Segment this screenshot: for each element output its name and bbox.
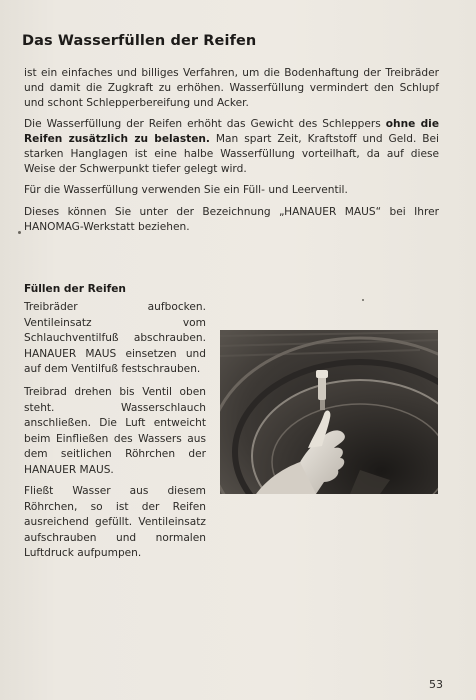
intro-paragraph-1: ist ein einfaches und billiges Verfahren, um die Bodenhaftung der Treibräder und damit die Zugkraft zu erhöhen. Wasserfüllung vermindert den Schlupf und schont Schlepperbereifung und Acker. xyxy=(24,67,439,109)
intro-paragraph-2-emphasis: ohne die Reifen zusätzlich zu belasten. xyxy=(24,118,439,145)
tire-valve-photo xyxy=(220,330,438,494)
instruction-step-1: Treibräder aufbocken. Ventileinsatz vom Schlauchventilfuß abschrauben. HANAUER MAUS einsetzen und auf dem Ventilfuß festschrauben. xyxy=(24,301,206,375)
section-title: Füllen der Reifen xyxy=(24,283,126,295)
tire-valve-illustration xyxy=(220,330,438,494)
print-speck xyxy=(362,299,364,301)
page-number: 53 xyxy=(429,678,443,691)
intro-paragraph-2 xyxy=(24,117,439,177)
instruction-step-2: Treibrad drehen bis Ventil oben steht. Wasserschlauch anschließen. Die Luft entweicht beim Einfließen des Wassers aus dem seitlichen Röhrchen der HANAUER MAUS. xyxy=(24,386,206,476)
intro-paragraph-3: Für die Wasserfüllung verwenden Sie ein Füll- und Leerventil. xyxy=(24,184,348,196)
intro-paragraph-4: Dieses können Sie unter der Bezeichnung „HANAUER MAUS“ bei Ihrer HANOMAG-Werkstatt beziehen. xyxy=(24,206,439,233)
print-speck xyxy=(18,231,21,234)
intro-paragraph-2-text-b: Man spart Zeit, Kraftstoff und Geld. Bei starken Hanglagen ist eine halbe Wasserfüllung vorteilhaft, da auf diese Weise der Schwerpunkt tiefer gelegt wird. xyxy=(24,133,439,175)
instruction-step-3: Fließt Wasser aus diesem Röhrchen, so ist der Reifen ausreichend gefüllt. Ventileinsatz aufschrauben und normalen Luftdruck aufpumpen. xyxy=(24,485,206,559)
intro-paragraph-2-text-a: Die Wasserfüllung der Reifen erhöht das Gewicht des Schleppers xyxy=(24,118,386,130)
page-title: Das Wasserfüllen der Reifen xyxy=(22,33,257,49)
